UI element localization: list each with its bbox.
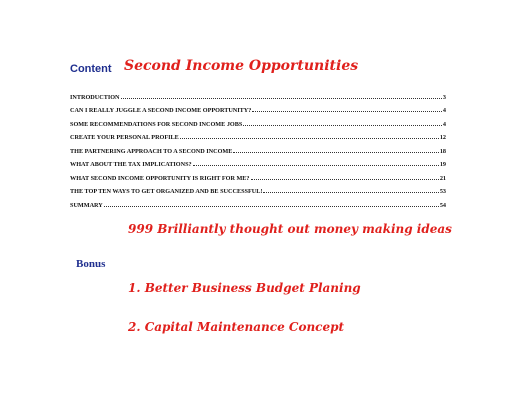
toc-leader-dots bbox=[243, 124, 442, 126]
toc-entry-title: INTRODUCTION bbox=[70, 93, 120, 101]
toc-entry-page: 12 bbox=[439, 134, 446, 141]
toc-entry[interactable] bbox=[70, 128, 446, 142]
toc-entry[interactable] bbox=[70, 195, 446, 209]
toc-entry-title: WHAT SECOND INCOME OPPORTUNITY IS RIGHT FOR ME? bbox=[70, 174, 250, 182]
toc-entry[interactable] bbox=[70, 87, 446, 101]
toc-entry-page: 21 bbox=[439, 174, 446, 182]
toc-leader-dots bbox=[193, 164, 439, 166]
table-of-contents bbox=[70, 87, 446, 209]
toc-entry-title: CREATE YOUR PERSONAL PROFILE bbox=[70, 134, 179, 141]
toc-entry-page: 4 bbox=[442, 107, 446, 114]
document-title: Second Income Opportunities bbox=[124, 58, 359, 74]
toc-entry-page: 53 bbox=[439, 188, 446, 195]
toc-entry[interactable] bbox=[70, 155, 446, 169]
toc-entry-title: CAN I REALLY JUGGLE A SECOND INCOME OPPORTUNITY? bbox=[70, 107, 252, 114]
bonus-item: 1. Better Business Budget Planing bbox=[128, 281, 361, 295]
toc-entry-title: SUMMARY bbox=[70, 201, 103, 209]
toc-leader-dots bbox=[263, 191, 438, 193]
toc-leader-dots bbox=[233, 151, 438, 153]
bonus-item: 2. Capital Maintenance Concept bbox=[128, 320, 345, 334]
toc-entry-title: THE TOP TEN WAYS TO GET ORGANIZED AND BE SUCCESSFUL! bbox=[70, 188, 263, 195]
toc-leader-dots bbox=[252, 110, 442, 112]
ideas-heading: 999 Brilliantly thought out money making ideas bbox=[128, 222, 452, 236]
toc-entry-page: 54 bbox=[439, 201, 446, 209]
toc-entry-title: SOME RECOMMENDATIONS FOR SECOND INCOME JOBS bbox=[70, 120, 243, 128]
toc-entry-page: 18 bbox=[439, 147, 446, 155]
content-label: Content bbox=[70, 63, 112, 75]
toc-entry-title: THE PARTNERING APPROACH TO A SECOND INCOME bbox=[70, 147, 233, 155]
toc-entry[interactable] bbox=[70, 182, 446, 196]
toc-entry[interactable] bbox=[70, 141, 446, 155]
toc-entry[interactable] bbox=[70, 168, 446, 182]
toc-leader-dots bbox=[121, 97, 442, 99]
toc-entry-title: WHAT ABOUT THE TAX IMPLICATIONS? bbox=[70, 161, 192, 168]
toc-entry-page: 4 bbox=[442, 120, 446, 128]
toc-leader-dots bbox=[104, 205, 439, 207]
toc-entry[interactable] bbox=[70, 114, 446, 128]
toc-entry-page: 19 bbox=[439, 161, 446, 168]
bonus-label: Bonus bbox=[76, 258, 106, 270]
toc-entry-page: 3 bbox=[442, 93, 446, 101]
toc-leader-dots bbox=[251, 178, 439, 180]
toc-entry[interactable] bbox=[70, 101, 446, 115]
toc-leader-dots bbox=[180, 137, 439, 139]
